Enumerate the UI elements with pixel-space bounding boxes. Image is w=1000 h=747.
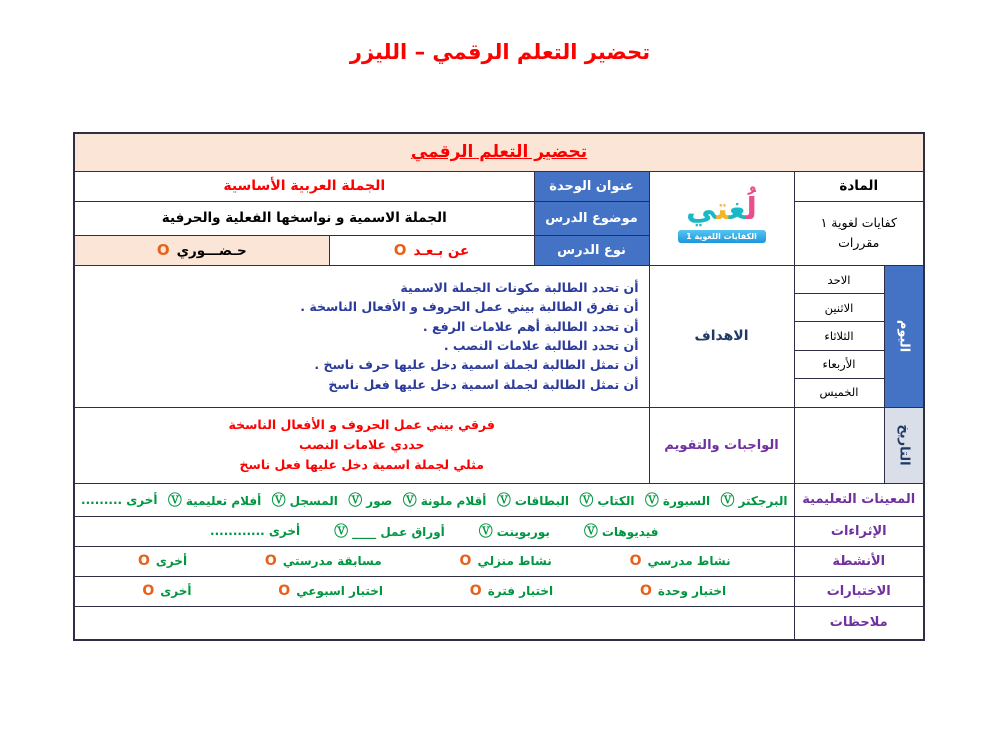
page-title: تحضير التعلم الرقمي – الليزر [349, 40, 651, 64]
check-circle-icon: Ⓥ [348, 492, 363, 509]
lesson-topic-label: موضوع الدرس [534, 201, 649, 235]
unit-title-value: الجملة العربية الأساسية [74, 171, 534, 201]
tests-content [74, 576, 794, 606]
aid-item: أقلام ملونةⓋ [402, 492, 487, 509]
choice-circle-icon: O [137, 553, 150, 569]
day-item: الاحد [795, 266, 884, 294]
homework-item: حددي علامات النصب [299, 437, 425, 452]
objectives-label: الاهداف [649, 265, 794, 407]
homework-item: مثلي لجملة اسمية دخل عليها فعل ناسخ [239, 457, 484, 472]
inperson-label: حـضـــوري [176, 243, 247, 259]
check-circle-icon: Ⓥ [496, 492, 511, 509]
lesson-type-label: نوع الدرس [534, 235, 649, 265]
activity-item: مسابقة مدرستيO [264, 553, 382, 569]
day-item: الثلاثاء [795, 322, 884, 350]
check-circle-icon: Ⓥ [720, 492, 735, 509]
objective-item: أن تمثل الطالبة لجملة اسمية دخل عليها فعل ناسخ [328, 376, 639, 392]
aid-item: السبورةⓋ [644, 492, 711, 509]
aid-item: صورⓋ [348, 492, 393, 509]
inperson-choice-circle-icon: O [156, 241, 171, 259]
choice-circle-icon: O [459, 553, 472, 569]
activities-content [74, 546, 794, 576]
enrichment-other: أخرى ............ [210, 524, 301, 538]
choice-circle-icon: O [469, 583, 482, 599]
enrichment-item: أوراق عمل ____Ⓥ [334, 524, 445, 540]
day-item: الخميس [819, 385, 859, 400]
lesson-type-remote [329, 235, 534, 265]
aid-item: البرجكترⓋ [720, 492, 788, 509]
check-circle-icon: Ⓥ [478, 524, 493, 540]
table-title: تحضير التعلم الرقمي [74, 133, 924, 171]
lesson-topic-value: الجملة الاسمية و نواسخها الفعلية والحرفية [74, 201, 534, 235]
objective-item: أن تحدد الطالبة أهم علامات الرفع . [422, 318, 639, 334]
aids-content [74, 483, 794, 516]
aid-item: البطاقاتⓋ [496, 492, 569, 509]
test-item: اختبار اسبوعيO [278, 583, 384, 599]
subject-value: كفايات لغوية ١ مقررات [794, 201, 924, 265]
date-column-header: التاريخ [884, 407, 924, 483]
choice-circle-icon: O [264, 553, 277, 569]
aids-label: المعينات التعليمية [794, 483, 924, 516]
homework-item: فرقي بيني عمل الحروف و الأفعال الناسخة [228, 417, 495, 432]
enrichment-item: بوربوينتⓋ [478, 524, 550, 540]
objective-item: أن تحدد الطالبة علامات النصب . [443, 338, 639, 353]
activity-item: أخرىO [137, 553, 188, 569]
logo-cell [649, 171, 794, 265]
days-list [794, 265, 884, 407]
aid-item: المسجلⓋ [271, 492, 338, 509]
check-circle-icon: Ⓥ [167, 492, 182, 509]
activities-label: الأنشطة [794, 546, 924, 576]
notes-content [74, 606, 794, 640]
objective-item: أن تمثل الطالبة لجملة اسمية دخل عليها حرف ناسخ . [314, 357, 639, 373]
homework-label: الواجبات والتقويم [649, 407, 794, 483]
subject-label: المادة [794, 171, 924, 201]
remote-choice-circle-icon: O [393, 241, 408, 259]
check-circle-icon: Ⓥ [334, 524, 349, 540]
aid-item: أفلام تعليميةⓋ [167, 492, 262, 509]
logo-caption: الكفايات اللغوية 1 [678, 230, 766, 243]
choice-circle-icon: O [639, 583, 652, 599]
tests-label: الاختبارات [794, 576, 924, 606]
table-title-row [74, 133, 924, 171]
test-item: اختبار وحدةO [639, 583, 727, 599]
notes-label: ملاحظات [794, 606, 924, 640]
day-item: الاثنين [795, 294, 884, 322]
aid-item: الكتابⓋ [579, 492, 635, 509]
test-item: اختبار فترةO [469, 583, 554, 599]
unit-title-label: عنوان الوحدة [534, 171, 649, 201]
logo-wordmark: لُغتي [686, 191, 757, 227]
activity-item: نشاط منزليO [459, 553, 552, 569]
test-item: أخرىO [142, 583, 192, 599]
remote-label: عن بـعـد [413, 243, 470, 259]
check-circle-icon: Ⓥ [402, 492, 417, 509]
objectives-list [74, 265, 649, 407]
lesson-plan-table [73, 132, 925, 641]
lesson-type-inperson [74, 235, 329, 265]
enrichment-content [74, 516, 794, 546]
day-column-header: اليوم [884, 265, 924, 407]
choice-circle-icon: O [142, 583, 155, 599]
check-circle-icon: Ⓥ [583, 524, 598, 540]
check-circle-icon: Ⓥ [271, 492, 286, 509]
day-item: الأربعاء [795, 351, 884, 379]
check-circle-icon: Ⓥ [579, 492, 594, 509]
lughati-logo [678, 193, 766, 244]
date-empty-cell [794, 407, 884, 483]
activity-item: نشاط مدرسيO [629, 553, 731, 569]
aid-other: أخرى ......... [81, 492, 158, 507]
homework-list [74, 407, 649, 483]
choice-circle-icon: O [278, 583, 291, 599]
choice-circle-icon: O [629, 553, 642, 569]
check-circle-icon: Ⓥ [644, 492, 659, 509]
enrichment-label: الإثراءات [794, 516, 924, 546]
enrichment-item: فيديوهاتⓋ [583, 524, 659, 540]
objective-item: أن تحدد الطالبة مكونات الجملة الاسمية [400, 279, 639, 295]
objective-item: أن تفرق الطالبة بيني عمل الحروف و الأفعال الناسخة . [300, 299, 639, 315]
